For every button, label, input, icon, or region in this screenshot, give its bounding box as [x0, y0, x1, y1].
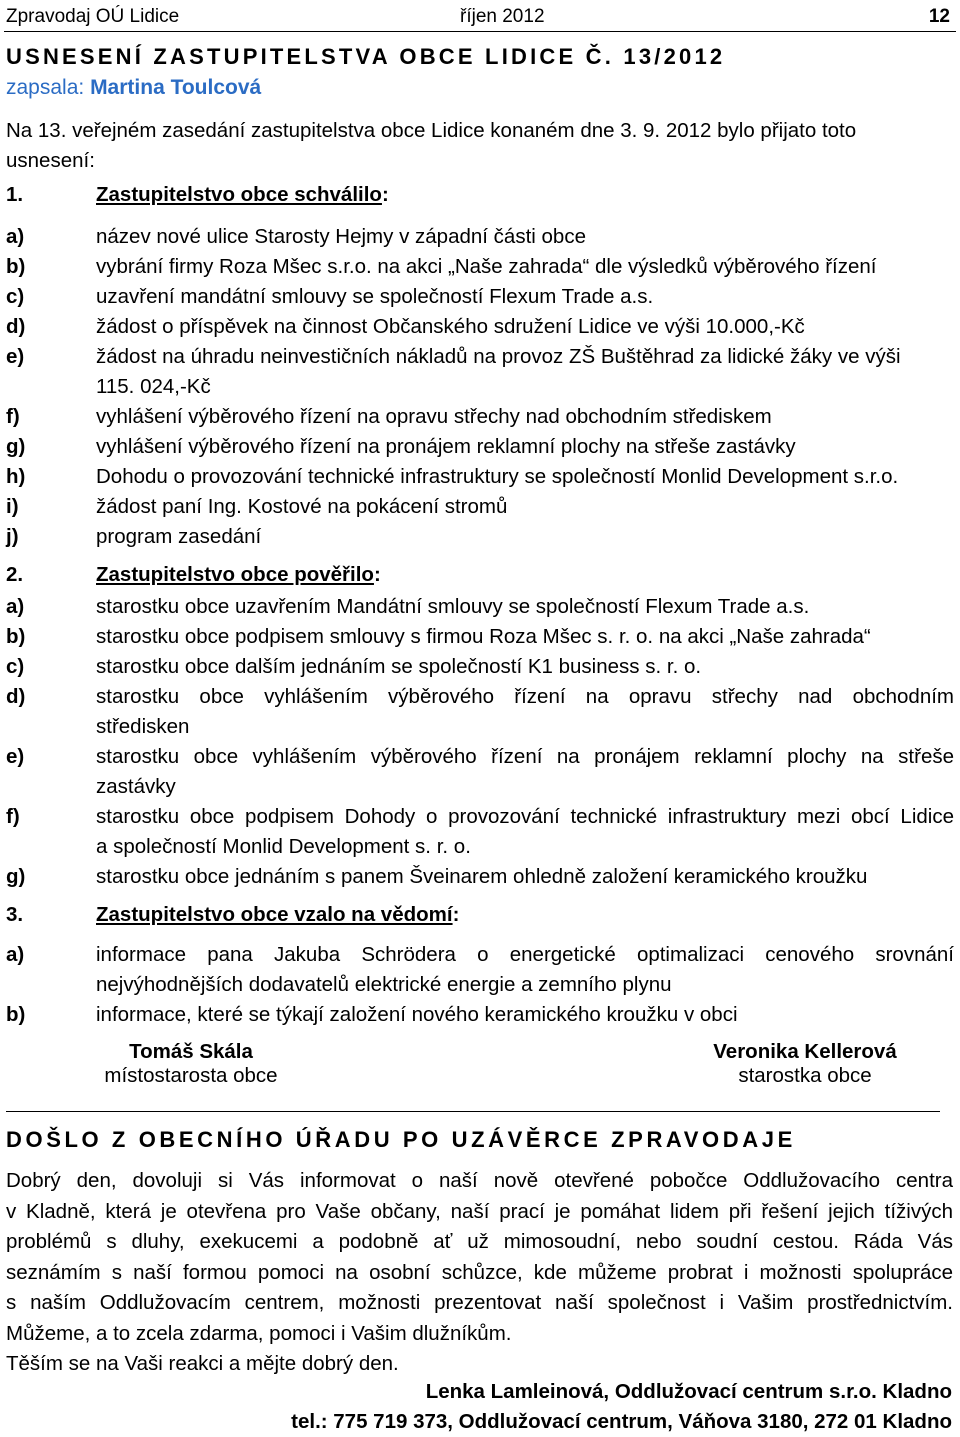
item-text-line-2: a společností Monlid Development s. r. o.	[96, 835, 471, 858]
author-label: zapsala:	[6, 76, 85, 99]
signature-role: starostka obce	[738, 1064, 872, 1087]
item-letter: c)	[6, 285, 25, 308]
item-text: žádost o příspěvek na činnost Občanského sdružení Lidice ve výši 10.000,-Kč	[96, 315, 805, 338]
list-item	[6, 462, 954, 492]
list-item	[6, 402, 954, 432]
item-text: vyhlášení výběrového řízení na pronájem reklamní plochy na střeše zastávky	[96, 435, 796, 458]
item-letter: d)	[6, 315, 26, 338]
list-item	[6, 312, 954, 342]
list-item-continuation	[6, 970, 954, 1000]
author-line	[6, 76, 261, 100]
item-letter: b)	[6, 1003, 26, 1026]
notice-line: seznámím s naší formou pomoci na osobní schůzce, kde můžeme probrat i možnosti spolupráce	[6, 1260, 953, 1284]
section-2-heading: 2. Zastupitelstvo obce pověřilo:	[6, 563, 381, 586]
signature-name: Tomáš Skála	[129, 1040, 253, 1063]
item-letter: b)	[6, 255, 26, 278]
section-title: Zastupitelstvo obce vzalo na vědomí	[96, 903, 453, 926]
list-item-continuation	[6, 832, 954, 862]
item-letter: f)	[6, 805, 20, 828]
list-item	[6, 940, 954, 970]
notice-line: s naším Oddlužovacím centrem, možnosti prezentovat naší společnost i Vašim prostřednictvím.	[6, 1291, 953, 1314]
section-number: 2.	[6, 563, 24, 586]
item-text: uzavření mandátní smlouvy se společností Flexum Trade a.s.	[96, 285, 654, 308]
divider	[6, 1111, 940, 1112]
page-header	[4, 3, 956, 32]
section-number: 1.	[6, 183, 24, 206]
resolution-title: USNESENÍ ZASTUPITELSTVA OBCE LIDICE Č. 13/2012	[6, 44, 726, 69]
signature-deputy-mayor	[96, 1040, 286, 1088]
item-text-line-1: starostku obce podpisem Dohody o provozování technické infrastruktury mezi obcí Lidice	[96, 805, 954, 828]
list-item	[6, 342, 954, 402]
list-item	[6, 252, 954, 282]
list-item	[6, 682, 954, 712]
item-letter: g)	[6, 865, 26, 888]
item-letter: i)	[6, 495, 19, 518]
item-letter: d)	[6, 685, 26, 708]
item-text-line-1: žádost na úhradu neinvestičních nákladů na provoz ZŠ Buštěhrad za lidické žáky ve výši	[96, 345, 901, 368]
item-text: Dohodu o provozování technické infrastruktury se společností Monlid Development s.r.o.	[96, 465, 899, 488]
item-text: žádost paní Ing. Kostové na pokácení stromů	[96, 495, 508, 518]
notice-title: DOŠLO Z OBECNÍHO ÚŘADU PO UZÁVĚRCE ZPRAVODAJE	[6, 1127, 796, 1152]
item-letter: b)	[6, 625, 26, 648]
author-name: Martina Toulcová	[90, 76, 262, 99]
item-text: název nové ulice Starosty Hejmy v západní části obce	[96, 225, 586, 248]
section-title: Zastupitelstvo obce pověřilo	[96, 563, 374, 586]
item-letter: e)	[6, 345, 25, 368]
issue-date: říjen 2012	[460, 6, 545, 27]
section-number: 3.	[6, 903, 24, 926]
intro-line-2: usnesení:	[6, 149, 95, 172]
item-text: starostku obce dalším jednáním se společností K1 business s. r. o.	[96, 655, 702, 678]
item-text: vyhlášení výběrového řízení na opravu střechy nad obchodním střediskem	[96, 405, 772, 428]
item-text-line-1: starostku obce vyhlášením výběrového řízení na pronájem reklamní plochy na střeše	[96, 745, 954, 768]
intro-line-1: Na 13. veřejném zasedání zastupitelstva obce Lidice konaném dne 3. 9. 2012 bylo přijato toto	[6, 119, 857, 142]
item-text-line-2: středisken	[96, 715, 190, 738]
notice-closing: Těším se na Vaši reakci a mějte dobrý den.	[6, 1352, 399, 1375]
item-letter: j)	[6, 525, 19, 548]
item-text: vybrání firmy Roza Mšec s.r.o. na akci „Naše zahrada“ dle výsledků výběrového řízení	[96, 255, 877, 278]
section-1-heading: 1. Zastupitelstvo obce schválilo:	[6, 183, 389, 206]
item-letter: f)	[6, 405, 20, 428]
item-text-line-2: nejvýhodnějších dodavatelů elektrické energie a zemního plynu	[96, 973, 672, 996]
newsletter-name: Zpravodaj OÚ Lidice	[6, 6, 180, 27]
list-item	[6, 492, 954, 522]
item-letter: c)	[6, 655, 25, 678]
list-item	[6, 282, 954, 312]
item-text: program zasedání	[96, 525, 262, 548]
list-item-continuation	[6, 772, 954, 802]
signature-mayor	[700, 1040, 910, 1088]
item-text-line-2: zastávky	[96, 775, 176, 798]
list-item	[6, 622, 954, 652]
section-title: Zastupitelstvo obce schválilo	[96, 183, 382, 206]
notice-line-last: Můžeme, a to zcela zdarma, pomoci i Vašim dlužníkům.	[6, 1321, 512, 1345]
list-item	[6, 592, 954, 622]
signature-name: Veronika Kellerová	[713, 1040, 897, 1063]
item-text: starostku obce podpisem smlouvy s firmou Roza Mšec s. r. o. na akci „Naše zahrada“	[96, 625, 871, 648]
item-letter: a)	[6, 225, 25, 248]
list-item	[6, 432, 954, 462]
item-text-line-1: informace pana Jakuba Schrödera o energetické optimalizaci cenového srovnání	[96, 943, 954, 966]
item-letter: g)	[6, 435, 26, 458]
notice-signature: Lenka Lamleinová, Oddlužovací centrum s.r.o. Kladno	[425, 1380, 952, 1403]
item-text: starostku obce uzavřením Mandátní smlouvy se společností Flexum Trade a.s.	[96, 595, 810, 618]
item-text: starostku obce jednáním s panem Šveinarem ohledně založení keramického kroužku	[96, 865, 868, 888]
item-text: informace, které se týkají založení nového keramického kroužku v obci	[96, 1003, 738, 1026]
signature-role: místostarosta obce	[104, 1064, 278, 1087]
item-letter: a)	[6, 943, 25, 966]
list-item	[6, 862, 954, 892]
list-item-continuation	[6, 712, 954, 742]
list-item	[6, 742, 954, 772]
notice-line: Dobrý den, dovoluji si Vás informovat o naší nově otevřené pobočce Oddlužovacího centra	[6, 1169, 953, 1192]
list-item	[6, 222, 954, 252]
section-3-heading: 3. Zastupitelstvo obce vzalo na vědomí:	[6, 903, 460, 926]
notice-paragraph	[6, 1166, 953, 1380]
item-letter: h)	[6, 465, 26, 488]
item-text-line-2: 115. 024,-Kč	[96, 375, 211, 398]
list-item	[6, 802, 954, 832]
notice-line: problémů s dluhy, exekucemi a podobně ať už mimosoudní, nebo soudní cestou. Ráda Vás	[6, 1230, 953, 1253]
list-item	[6, 652, 954, 682]
list-item	[6, 1000, 954, 1030]
item-letter: e)	[6, 745, 25, 768]
notice-contact: tel.: 775 719 373, Oddlužovací centrum, Váňova 3180, 272 01 Kladno	[291, 1410, 952, 1433]
list-item	[6, 522, 954, 552]
notice-line: v Kladně, která je otevřena pro Vaše občany, naší prací je pomáhat lidem při řešení jejich tíživých	[6, 1199, 953, 1223]
item-text-line-1: starostku obce vyhlášením výběrového řízení na opravu střechy nad obchodním	[96, 685, 954, 708]
item-letter: a)	[6, 595, 25, 618]
page-number: 12	[928, 6, 950, 27]
